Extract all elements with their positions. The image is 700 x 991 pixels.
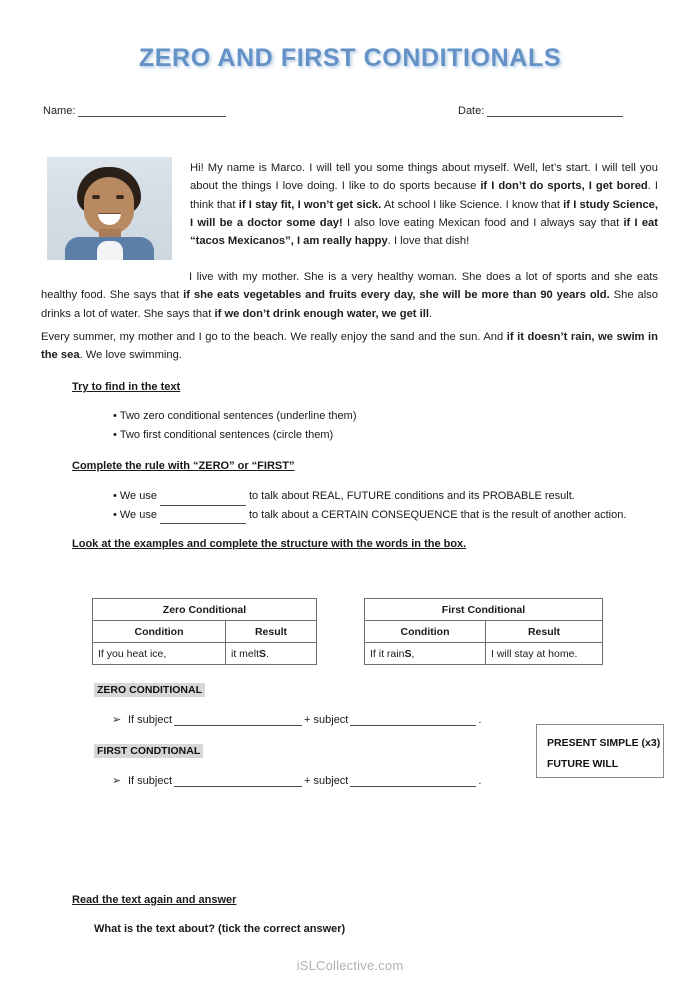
zero-structure-line (112, 713, 481, 726)
zero-result-b: . (266, 647, 269, 660)
date-input-rule[interactable] (487, 105, 623, 117)
zero-cell-result (226, 643, 317, 665)
rule-text-after-1: to talk about REAL, FUTURE conditions and its PROBABLE result. (248, 490, 575, 502)
photo-tshirt (97, 241, 123, 260)
p1-bold-4: if I eat “tacos Mexicanos”, I am really happy (190, 216, 658, 248)
name-field[interactable] (43, 105, 226, 117)
first-structure-blank-1[interactable] (174, 775, 302, 787)
page-title: ZERO AND FIRST CONDITIONALS (138, 44, 562, 72)
first-structure-line (112, 774, 481, 787)
table-row (365, 599, 603, 621)
first-header-condition: Condition (365, 621, 486, 643)
p2-text-a: I live with my mother. She is a very healthy woman. She does a lot of sports and she eats healthy food. She says that (41, 271, 658, 302)
zero-struct-end: . (478, 714, 482, 726)
p3-bold-1: if it doesn’t rain, we swim in the sea (41, 331, 658, 362)
table-row (365, 643, 603, 665)
p1-text-a: Hi! My name is Marco. I will tell you some things about myself. Well, let’s start. I will tell you about the things I love doing. I like to do sports because (190, 162, 658, 193)
first-condition-bold: S (404, 647, 412, 660)
heading-complete-rule: Complete the rule with “ZERO” or “FIRST” (72, 460, 295, 472)
first-condition-a: If it rain (370, 647, 405, 660)
rule-bullet-list (113, 487, 626, 524)
heading-read-again: Read the text again and answer (72, 894, 237, 906)
photo-face (84, 177, 134, 234)
p3-text-c: . We love swimming. (79, 349, 182, 362)
arrow-bullet-icon: ➢ (112, 714, 122, 726)
rule-blank-1[interactable] (160, 494, 246, 506)
heading-find-in-text: Try to find in the text (72, 381, 181, 393)
find-bullet-text-2: Two first conditional sentences (circle them) (119, 428, 334, 441)
list-item (113, 487, 626, 506)
table-row (93, 599, 317, 621)
word-bank-item-1: PRESENT SIMPLE (x3) (547, 737, 661, 749)
p2-text-c: She also drinks a lot of water. She says that (41, 289, 658, 320)
table-row (93, 621, 317, 643)
date-label: Date: (458, 105, 485, 117)
p2-bold-1: if she eats vegetables and fruits every day, she will be more than 90 years old. (183, 289, 610, 302)
name-label: Name: (43, 105, 76, 117)
first-cell-condition (365, 643, 486, 665)
rule-text-before-2: We use (119, 508, 157, 521)
first-condition-b: , (411, 647, 415, 660)
zero-structure-blank-2[interactable] (350, 714, 476, 726)
p1-bold-2: if I stay fit, I won’t get sick. (238, 198, 382, 211)
list-item (113, 506, 626, 525)
table-row (93, 643, 317, 665)
zero-conditional-table (92, 598, 317, 665)
first-structure-blank-2[interactable] (350, 775, 476, 787)
photo-eye-right (116, 195, 124, 199)
p1-bold-1: if I don’t do sports, I get bored (480, 180, 648, 193)
p2-bold-2: if we don’t drink enough water, we get ill (214, 307, 429, 320)
zero-cell-condition: If you heat ice, (93, 643, 226, 665)
zero-header-condition: Condition (93, 621, 226, 643)
zero-struct-text-b: + subject (304, 714, 349, 726)
date-field[interactable] (458, 105, 623, 117)
label-first-conditional: FIRST CONDTIONAL (94, 744, 203, 758)
p2-text-d: . (428, 307, 433, 320)
first-table-title: First Conditional (365, 599, 603, 621)
zero-structure-blank-1[interactable] (174, 714, 302, 726)
first-cell-result: I will stay at home. (486, 643, 603, 665)
label-zero-conditional: ZERO CONDITIONAL (94, 683, 205, 697)
arrow-bullet-icon: ➢ (112, 775, 122, 787)
find-bullet-list (113, 407, 357, 444)
heading-look-examples: Look at the examples and complete the structure with the words in the box. (72, 538, 467, 550)
reading-paragraph-2 (41, 268, 658, 323)
p1-text-f: . I love that dish! (387, 235, 470, 248)
p1-bold-3: if I study Science, I will be a doctor some day! (190, 198, 658, 229)
p1-text-c: . I think that (190, 180, 659, 211)
zero-result-bold: S (259, 647, 267, 660)
rule-text-before-1: We use (119, 490, 157, 502)
first-struct-text-b: + subject (304, 775, 349, 787)
list-item (113, 407, 357, 426)
zero-header-result: Result (226, 621, 317, 643)
zero-result-a: it melt (231, 647, 260, 660)
list-item (113, 426, 357, 445)
p1-text-d: At school I like Science. I know that (381, 198, 564, 211)
zero-table-title: Zero Conditional (93, 599, 317, 621)
rule-text-after-2: to talk about a CERTAIN CONSEQUENCE that is the result of another action. (248, 508, 627, 521)
bullet-icon: • (113, 410, 117, 422)
p1-text-e: I also love eating Mexican food and I always say that (342, 216, 624, 229)
bullet-icon: • (113, 490, 117, 502)
bullet-icon: • (113, 508, 117, 521)
find-bullet-text-1: Two zero conditional sentences (underline them) (119, 410, 357, 422)
first-struct-text-a: If subject (128, 775, 173, 787)
word-bank-item-2: FUTURE WILL (547, 758, 619, 770)
photo-eye-left (92, 195, 100, 199)
comprehension-question: What is the text about? (tick the correct answer) (94, 923, 346, 935)
table-row (365, 621, 603, 643)
reading-paragraph-1 (190, 159, 658, 250)
name-input-rule[interactable] (78, 105, 226, 117)
p3-text-a: Every summer, my mother and I go to the beach. We really enjoy the sand and the sun. And (41, 331, 507, 343)
word-bank-box (536, 724, 664, 778)
zero-struct-text-a: If subject (128, 714, 173, 726)
footer-watermark: iSLCollective.com (296, 958, 404, 973)
bullet-icon: • (113, 428, 117, 441)
first-header-result: Result (486, 621, 603, 643)
student-photo (47, 157, 172, 260)
first-struct-end: . (478, 775, 482, 787)
first-conditional-table (364, 598, 603, 665)
reading-paragraph-3 (41, 328, 658, 365)
rule-blank-2[interactable] (160, 512, 246, 524)
